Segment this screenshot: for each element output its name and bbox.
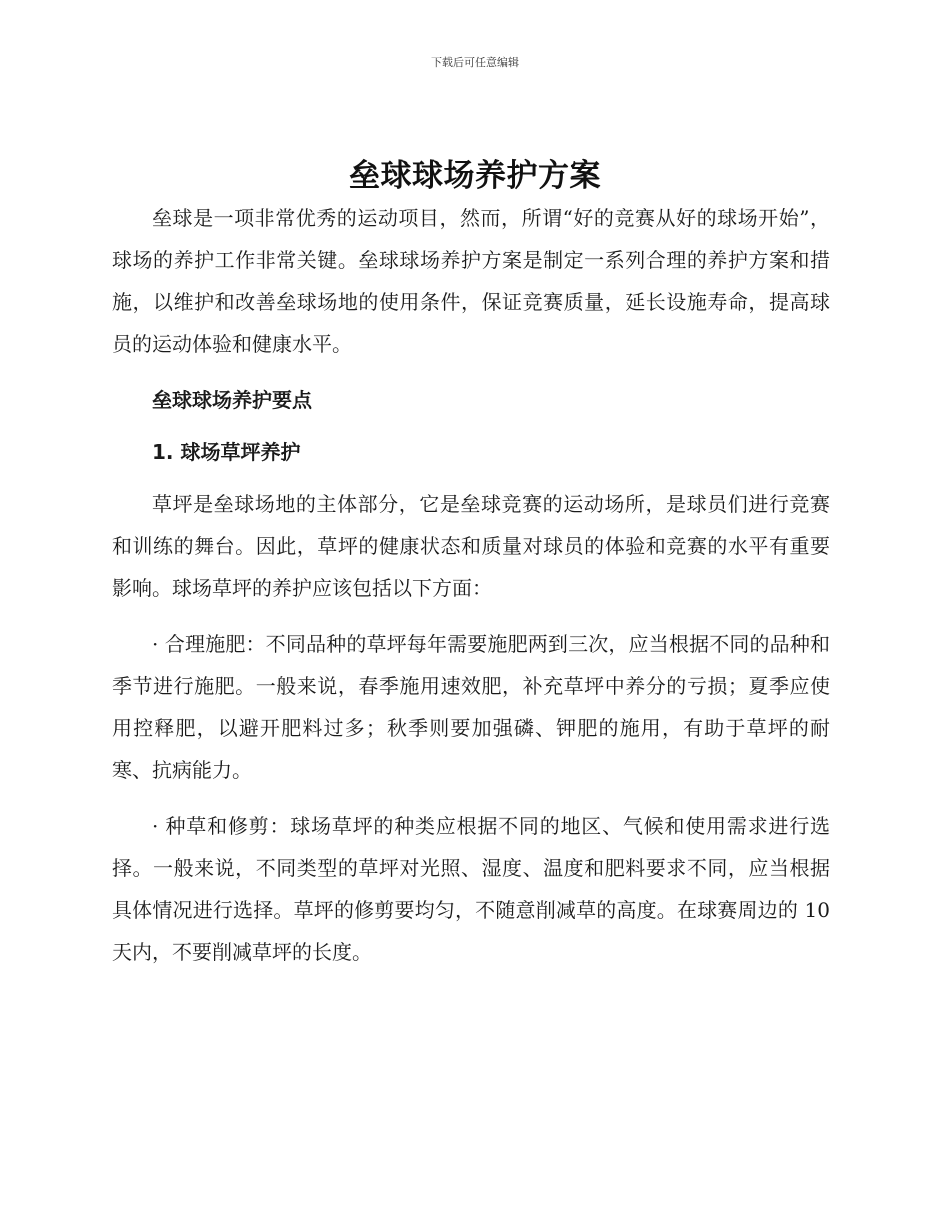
header-note: 下载后可任意编辑 (431, 56, 519, 69)
section-heading: 垒球球场养护要点 (152, 388, 312, 412)
subsection-heading: 1. 球场草坪养护 (152, 440, 301, 464)
intro-paragraph: 垒球是一项非常优秀的运动项目，然而，所谓“好的竞赛从好的球场开始”，球场的养护工作非常关键。垒球球场养护方案是制定一系列合理的养护方案和措施，以维护和改善垒球场地的使用条件，保证竞赛质量，延长设施寿命，提高球员的运动体验和健康水平。 (112, 206, 830, 356)
document-title: 垒球球场养护方案 (349, 158, 601, 194)
fertilize-paragraph: · 合理施肥：不同品种的草坪每年需要施肥两到三次，应当根据不同的品种和季节进行施肥。一般来说，春季施用速效肥，补充草坪中养分的亏损；夏季应使用控释肥，以避开肥料过多；秋季则要加强磷、钾肥的施用，有助于草坪的耐寒、抗病能力。 (112, 632, 830, 782)
mowing-paragraph: · 种草和修剪：球场草坪的种类应根据不同的地区、气候和使用需求进行选择。一般来说，不同类型的草坪对光照、湿度、温度和肥料要求不同，应当根据具体情况进行选择。草坪的修剪要均匀，不随意削减草的高度。在球赛周边的 10 天内，不要削减草坪的长度。 (112, 814, 830, 964)
document-body (112, 197, 830, 987)
lawn-intro-paragraph: 草坪是垒球场地的主体部分，它是垒球竞赛的运动场所，是球员们进行竞赛和训练的舞台。因此，草坪的健康状态和质量对球员的体验和竞赛的水平有重要影响。球场草坪的养护应该包括以下方面： (112, 492, 830, 600)
